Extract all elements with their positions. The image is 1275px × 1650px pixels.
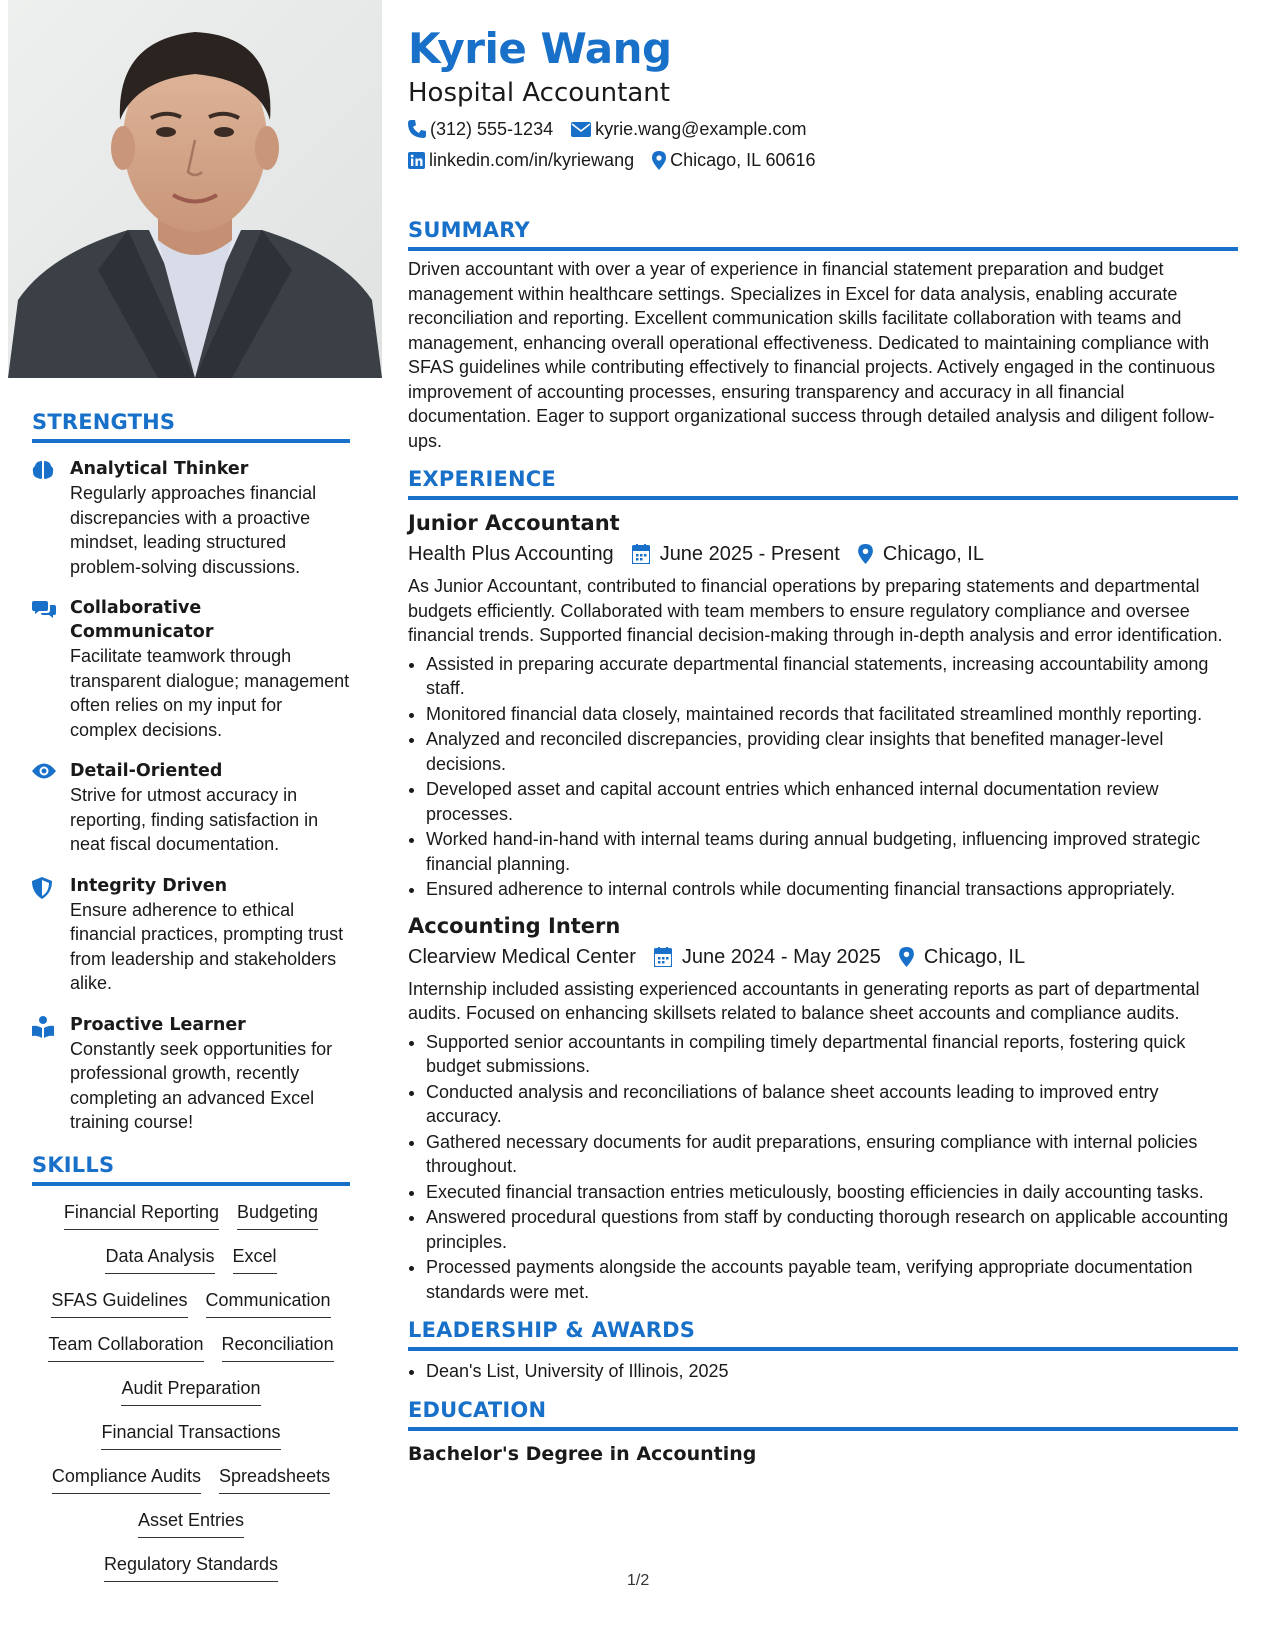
- bullet-item: • Developed asset and capital account entries which enhanced internal documentation review processes.: [426, 777, 1238, 826]
- experience-section: [408, 467, 1238, 1304]
- awards-list: [408, 1359, 1238, 1384]
- job-meta: [408, 540, 1238, 568]
- phone-contact[interactable]: [408, 117, 553, 141]
- strength-title: Integrity Driven: [70, 875, 228, 896]
- candidate-name: Kyrie Wang: [408, 24, 672, 73]
- email-text: kyrie.wang@example.com: [595, 119, 807, 139]
- map-pin-icon: [652, 151, 666, 170]
- degree-title: Bachelor's Degree in Accounting: [408, 1442, 757, 1465]
- strengths-section: [32, 410, 350, 1135]
- bullet-item: • Answered procedural questions from staff by conducting thorough research on applicable accounting principles.: [426, 1205, 1238, 1254]
- candidate-role: Hospital Accountant: [408, 78, 670, 108]
- book-reader-icon: [32, 1016, 54, 1038]
- strength-item: [32, 457, 350, 579]
- experience-divider: [408, 496, 1238, 500]
- strength-item: [32, 759, 350, 857]
- bullet-item: • Monitored financial data closely, maintained records that facilitated streamlined monthly reporting.: [426, 702, 1238, 727]
- comments-icon: [32, 599, 56, 619]
- award-item: • Dean's List, University of Illinois, 2025: [426, 1359, 1238, 1384]
- bullet-item: • Supported senior accountants in compiling timely departmental financial reports, fostering quick budget submissions.: [426, 1030, 1238, 1079]
- brain-icon: [32, 460, 54, 480]
- skill-tag: Excel: [233, 1244, 277, 1274]
- strength-item: [32, 596, 350, 742]
- skills-heading: SKILLS: [32, 1152, 115, 1177]
- strength-title: Analytical Thinker: [70, 459, 249, 479]
- company-name: Health Plus Accounting: [408, 543, 614, 565]
- strength-description: Constantly seek opportunities for professional growth, recently completing an advanced Excel training course!: [70, 1038, 333, 1132]
- linkedin-icon: [408, 152, 425, 169]
- strength-description: Regularly approaches financial discrepancies with a proactive mindset, leading structured problem-solving discussions.: [70, 483, 317, 577]
- education-section: [408, 1398, 1238, 1467]
- skill-tag: Communication: [206, 1288, 331, 1318]
- skill-tag: Financial Transactions: [101, 1420, 280, 1450]
- job-entry: [408, 912, 1238, 1305]
- envelope-icon: [571, 122, 591, 137]
- awards-section: [408, 1318, 1238, 1384]
- strength-title: Proactive Learner: [70, 1014, 246, 1035]
- skills-divider: [32, 1182, 350, 1186]
- shield-icon: [32, 877, 52, 899]
- bullet-item: • Processed payments alongside the accounts payable team, verifying appropriate documentation standards were met.: [426, 1255, 1238, 1304]
- skill-tag: Reconciliation: [222, 1332, 334, 1362]
- strength-description: Ensure adherence to ethical financial practices, prompting trust from leadership and stakeholders alike.: [70, 899, 344, 993]
- job-title: Accounting Intern: [408, 913, 621, 938]
- map-pin-icon: [858, 544, 873, 564]
- summary-heading: SUMMARY: [408, 218, 530, 242]
- skill-tag: Financial Reporting: [64, 1200, 219, 1230]
- summary-section: [408, 218, 1238, 453]
- skill-tag: SFAS Guidelines: [51, 1288, 187, 1318]
- strength-description: Facilitate teamwork through transparent dialogue; management often relies on my input for complex decisions.: [70, 646, 350, 740]
- education-heading: EDUCATION: [408, 1397, 547, 1422]
- linkedin-contact[interactable]: [408, 148, 634, 172]
- skill-tag: Compliance Audits: [52, 1464, 201, 1494]
- profile-photo: [8, 0, 382, 378]
- bullet-item: • Assisted in preparing accurate departmental financial statements, increasing accountability among staff.: [426, 652, 1238, 701]
- strength-description: Strive for utmost accuracy in reporting, finding satisfaction in neat fiscal documentation.: [70, 785, 319, 854]
- job-entry: [408, 509, 1238, 902]
- skill-tag: Asset Entries: [138, 1508, 244, 1538]
- map-pin-icon: [899, 947, 914, 967]
- skill-tag: Regulatory Standards: [104, 1552, 278, 1582]
- strength-item: [32, 1013, 350, 1135]
- bullet-item: • Conducted analysis and reconciliations of balance sheet accounts leading to improved entry accuracy.: [426, 1080, 1238, 1129]
- page-number: 1/2: [627, 1572, 650, 1589]
- skill-tag: Budgeting: [237, 1200, 318, 1230]
- contact-row: [408, 148, 1238, 172]
- job-description: Internship included assisting experienced accountants in generating reports as part of departmental audits. Focused on enhancing skillsets related to balance sheet accounts and compliance audits.: [408, 978, 1200, 1023]
- bullet-item: • Gathered necessary documents for audit preparations, ensuring compliance with internal policies throughout.: [426, 1130, 1238, 1179]
- bullet-item: • Worked hand-in-hand with internal teams during annual budgeting, influencing improved strategic financial planning.: [426, 827, 1238, 876]
- awards-heading: LEADERSHIP & AWARDS: [408, 1318, 696, 1342]
- strength-item: [32, 874, 350, 996]
- contact-row: [408, 117, 1238, 141]
- job-location: Chicago, IL: [923, 945, 1026, 968]
- skill-tag: Spreadsheets: [219, 1464, 330, 1494]
- summary-text: Driven accountant with over a year of experience in financial statement preparation and budget management within healthcare settings. Specializes in Excel for data analysis, enabling accurate reconciliation and reporting. Excellent communication skills facilitate collaboration with teams and management, enhancing overall operational effectiveness. Dedicated to maintaining compliance with SFAS guidelines while contributing effectively to financial projects. Actively engaged in the continuous improvement of accounting processes, ensuring transparency and accuracy in all financial documentation. Eager to support organizational success through detailed analysis and diligent follow-ups.: [408, 259, 1216, 451]
- calendar-icon: [654, 947, 672, 967]
- calendar-icon: [632, 544, 650, 564]
- job-bullets: [408, 652, 1238, 902]
- main-content: [408, 22, 1238, 1467]
- job-dates: June 2025 - Present: [659, 543, 840, 565]
- awards-divider: [408, 1347, 1238, 1351]
- strengths-divider: [32, 439, 350, 443]
- location-text: Chicago, IL 60616: [670, 150, 816, 170]
- experience-heading: EXPERIENCE: [408, 467, 556, 491]
- phone-icon: [408, 120, 426, 138]
- strength-title: Collaborative Communicator: [70, 598, 214, 642]
- job-title: Junior Accountant: [408, 511, 620, 535]
- sidebar: [0, 0, 382, 1650]
- skill-tag: Audit Preparation: [121, 1376, 260, 1406]
- job-bullets: [408, 1030, 1238, 1305]
- skill-tag: Data Analysis: [105, 1244, 214, 1274]
- company-name: Clearview Medical Center: [408, 945, 636, 968]
- bullet-item: • Ensured adherence to internal controls while documenting financial transactions appropriately.: [426, 877, 1238, 902]
- job-dates: June 2024 - May 2025: [681, 945, 881, 968]
- job-description: As Junior Accountant, contributed to financial operations by preparing statements and departmental budgets efficiently. Collaborated with team members to ensure regulatory compliance and oversee financial trends. Supported financial decision-making through in-depth analysis and error identification.: [408, 576, 1223, 645]
- bullet-item: • Analyzed and reconciled discrepancies, providing clear insights that benefited manager-level decisions.: [426, 727, 1238, 776]
- strengths-heading: STRENGTHS: [32, 410, 176, 434]
- skills-section: [32, 1153, 350, 1596]
- eye-icon: [32, 762, 56, 780]
- job-location: Chicago, IL: [882, 543, 984, 565]
- linkedin-text: linkedin.com/in/kyriewang: [429, 150, 635, 170]
- email-contact[interactable]: [571, 117, 806, 141]
- bullet-item: • Executed financial transaction entries meticulously, boosting efficiencies in daily accounting tasks.: [426, 1180, 1238, 1205]
- job-meta: [408, 943, 1238, 971]
- phone-text: (312) 555-1234: [430, 119, 554, 139]
- strength-title: Detail-Oriented: [70, 761, 223, 781]
- education-divider: [408, 1427, 1238, 1431]
- skill-tag: Team Collaboration: [48, 1332, 203, 1362]
- location-contact: [652, 148, 815, 172]
- summary-divider: [408, 247, 1238, 251]
